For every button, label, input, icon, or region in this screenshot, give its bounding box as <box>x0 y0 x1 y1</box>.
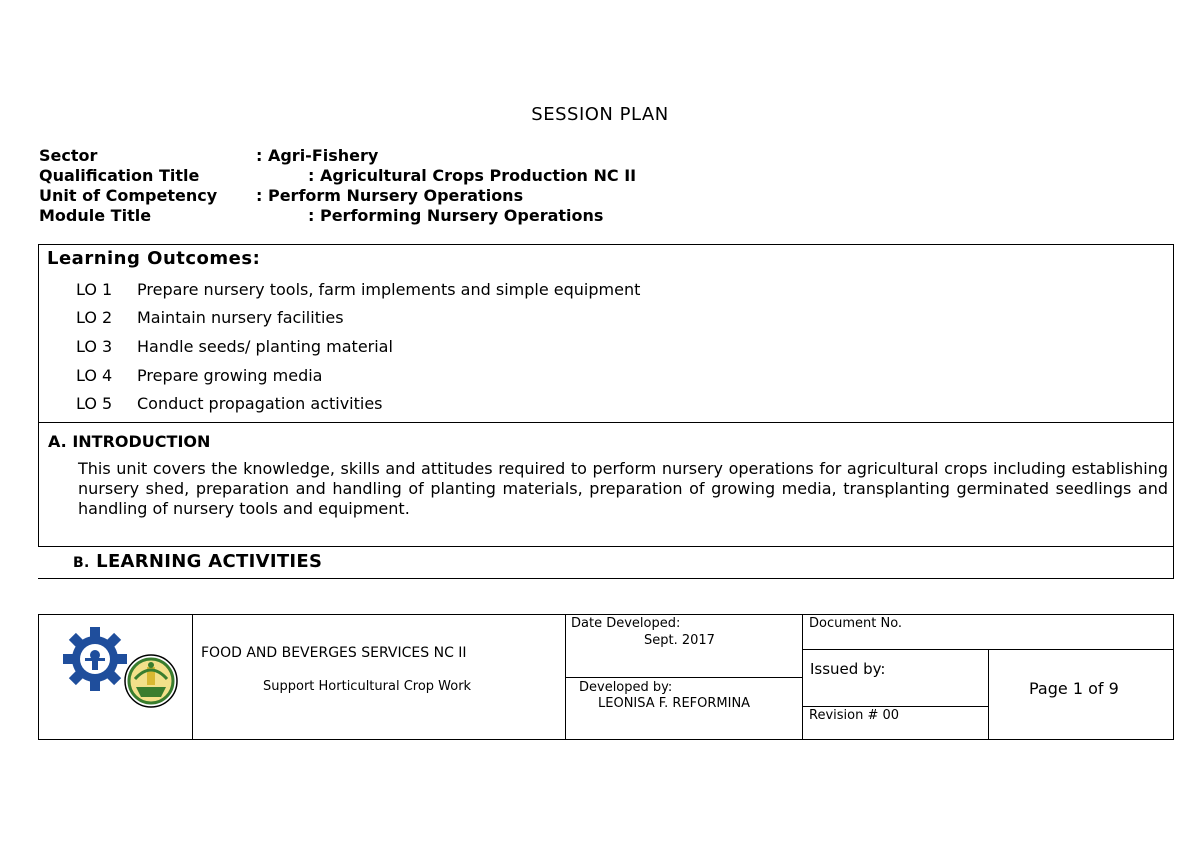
lo-code: LO 4 <box>76 366 113 385</box>
introduction-section <box>38 423 1174 547</box>
tesda-gear-logo <box>59 623 199 713</box>
meta-label: Unit of Competency <box>39 186 218 205</box>
document-footer <box>38 614 1174 740</box>
footer-course-title: FOOD AND BEVERGES SERVICES NC II <box>201 645 467 661</box>
footer-divider <box>802 649 1173 650</box>
footer-divider <box>565 677 802 678</box>
logos <box>59 623 199 713</box>
document-number-label: Document No. <box>809 616 903 631</box>
footer-divider <box>802 615 803 739</box>
date-developed-label: Date Developed: <box>571 616 681 631</box>
lo-code: LO 3 <box>76 337 113 356</box>
developed-by-label: Developed by: <box>579 680 673 695</box>
school-seal-icon <box>125 655 177 707</box>
lo-text: Maintain nursery facilities <box>137 308 344 327</box>
meta-value: : Perform Nursery Operations <box>256 186 524 205</box>
issued-by-label: Issued by: <box>810 660 886 678</box>
lo-text: Conduct propagation activities <box>137 394 383 413</box>
learning-activities-label: LEARNING ACTIVITIES <box>96 551 323 572</box>
footer-subtitle: Support Horticultural Crop Work <box>263 679 472 694</box>
learning-outcomes-title: Learning Outcomes: <box>47 248 261 269</box>
lo-code: LO 5 <box>76 394 113 413</box>
meta-value: : Performing Nursery Operations <box>308 206 604 225</box>
lo-text: Prepare growing media <box>137 366 323 385</box>
lo-code: LO 1 <box>76 280 113 299</box>
lo-code: LO 2 <box>76 308 113 327</box>
footer-divider <box>802 706 988 707</box>
meta-label: Sector <box>39 146 98 165</box>
lo-text: Prepare nursery tools, farm implements and simple equipment <box>137 280 641 299</box>
page-title: SESSION PLAN <box>531 104 669 125</box>
meta-label: Qualification Title <box>39 166 200 185</box>
learning-outcomes-section <box>38 245 1174 423</box>
lo-text: Handle seeds/ planting material <box>137 337 393 356</box>
meta-value: : Agri-Fishery <box>256 146 379 165</box>
introduction-text: This unit covers the knowledge, skills and attitudes required to perform nursery operations for agricultural crops including establishing nursery shed, preparation and handling of planting materials, preparation of growing media, transplanting germinated seedlings and handling of nursery tools and equipment. <box>78 459 1168 518</box>
revision-number: Revision # 00 <box>809 708 900 723</box>
date-developed-value: Sept. 2017 <box>644 633 715 648</box>
meta-value: : Agricultural Crops Production NC II <box>308 166 637 185</box>
learning-activities-title <box>73 551 322 572</box>
developed-by-value: LEONISA F. REFORMINA <box>598 696 751 711</box>
introduction-title: A. INTRODUCTION <box>48 432 211 451</box>
learning-activities-section <box>38 547 1173 578</box>
session-content-box <box>38 244 1174 579</box>
page-number: Page 1 of 9 <box>1029 679 1119 698</box>
learning-activities-letter: B. <box>73 555 90 571</box>
meta-label: Module Title <box>39 206 152 225</box>
footer-divider <box>988 649 989 739</box>
